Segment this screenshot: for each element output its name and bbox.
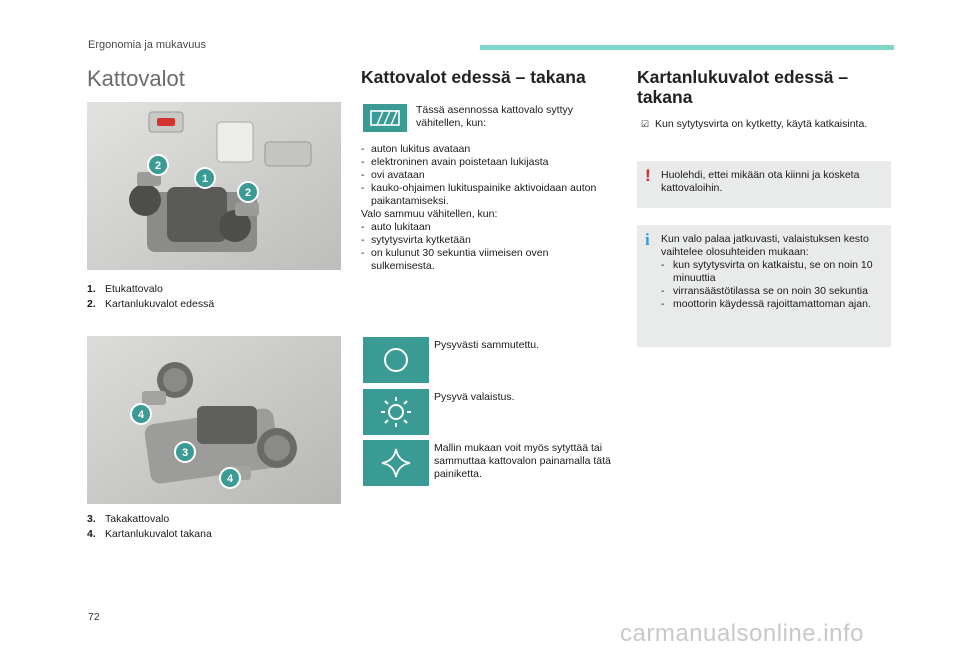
sun-on-icon	[363, 389, 429, 435]
section-title-map-lights: Kartanlukuvalot edessä – takana	[637, 67, 849, 107]
page-title: Kattovalot	[87, 66, 185, 91]
rear-legend: 3. Takakattovalo 4. Kartanlukuvalot takana	[87, 513, 212, 540]
callout-label: 3	[181, 447, 189, 459]
warning-icon: !	[645, 166, 651, 185]
page-number: 72	[88, 611, 100, 623]
warning-box: ! Huolehdi, ettei mikään ota kiinni ja kosketa kattovaloihin.	[637, 161, 891, 208]
section-title-ceiling-lights: Kattovalot edessä – takana	[361, 67, 586, 87]
callout-label: 1	[201, 173, 209, 185]
callout-label: 2	[154, 160, 162, 172]
rear-ceiling-light-photo	[87, 336, 341, 504]
instruction-line: ☑ Kun sytytysvirta on kytketty, käytä katkaisinta.	[641, 118, 868, 130]
mode-off-text: Pysyvästi sammutettu.	[434, 339, 540, 351]
watermark: carmanualsonline.info	[620, 620, 864, 647]
callout-label: 4	[137, 409, 145, 421]
check-arrow-icon: ☑	[641, 119, 650, 129]
callout-label: 4	[226, 473, 234, 485]
section-label: Ergonomia ja mukavuus	[88, 39, 207, 51]
callout-label: 2	[244, 187, 252, 199]
intro-text: Tässä asennossa kattovalo syttyy vähitellen, kun:	[416, 104, 573, 129]
info-icon: i	[645, 230, 650, 249]
front-legend: 1. Etukattovalo 2. Kartanlukuvalot edessä	[87, 283, 215, 310]
star-toggle-icon	[363, 440, 429, 486]
circle-off-icon	[363, 337, 429, 383]
light-conditions-list: - auton lukitus avataan - elektroninen avain poistetaan lukijasta - ovi avataan - kauko-ohjaimen lukituspainike aktivoidaan auton paikantamiseksi. Valo sammuu vähitellen, kun: - auto lukitaan - sytytysvirta kytketään - on kulunut 30 sekuntia viimeisen oven sulkemisesta.	[361, 143, 597, 272]
section-accent-bar	[480, 45, 894, 50]
info-box: i Kun valo palaa jatkuvasti, valaistuksen kesto vaihtelee olosuhteiden mukaan: - kun sytytysvirta on katkaistu, se on noin 10 minuuttia - virransäästötilassa se on noin 30 sekuntia - moottorin käydessä rajoittamattoman ajan.	[637, 225, 891, 347]
front-ceiling-light-photo	[87, 102, 341, 270]
auto-mode-icon	[363, 104, 407, 132]
mode-toggle-text: Mallin mukaan voit myös sytyttää tai sammuttaa kattovalon painamalla tätä painiketta.	[434, 442, 611, 480]
mode-on-text: Pysyvä valaistus.	[434, 391, 515, 403]
